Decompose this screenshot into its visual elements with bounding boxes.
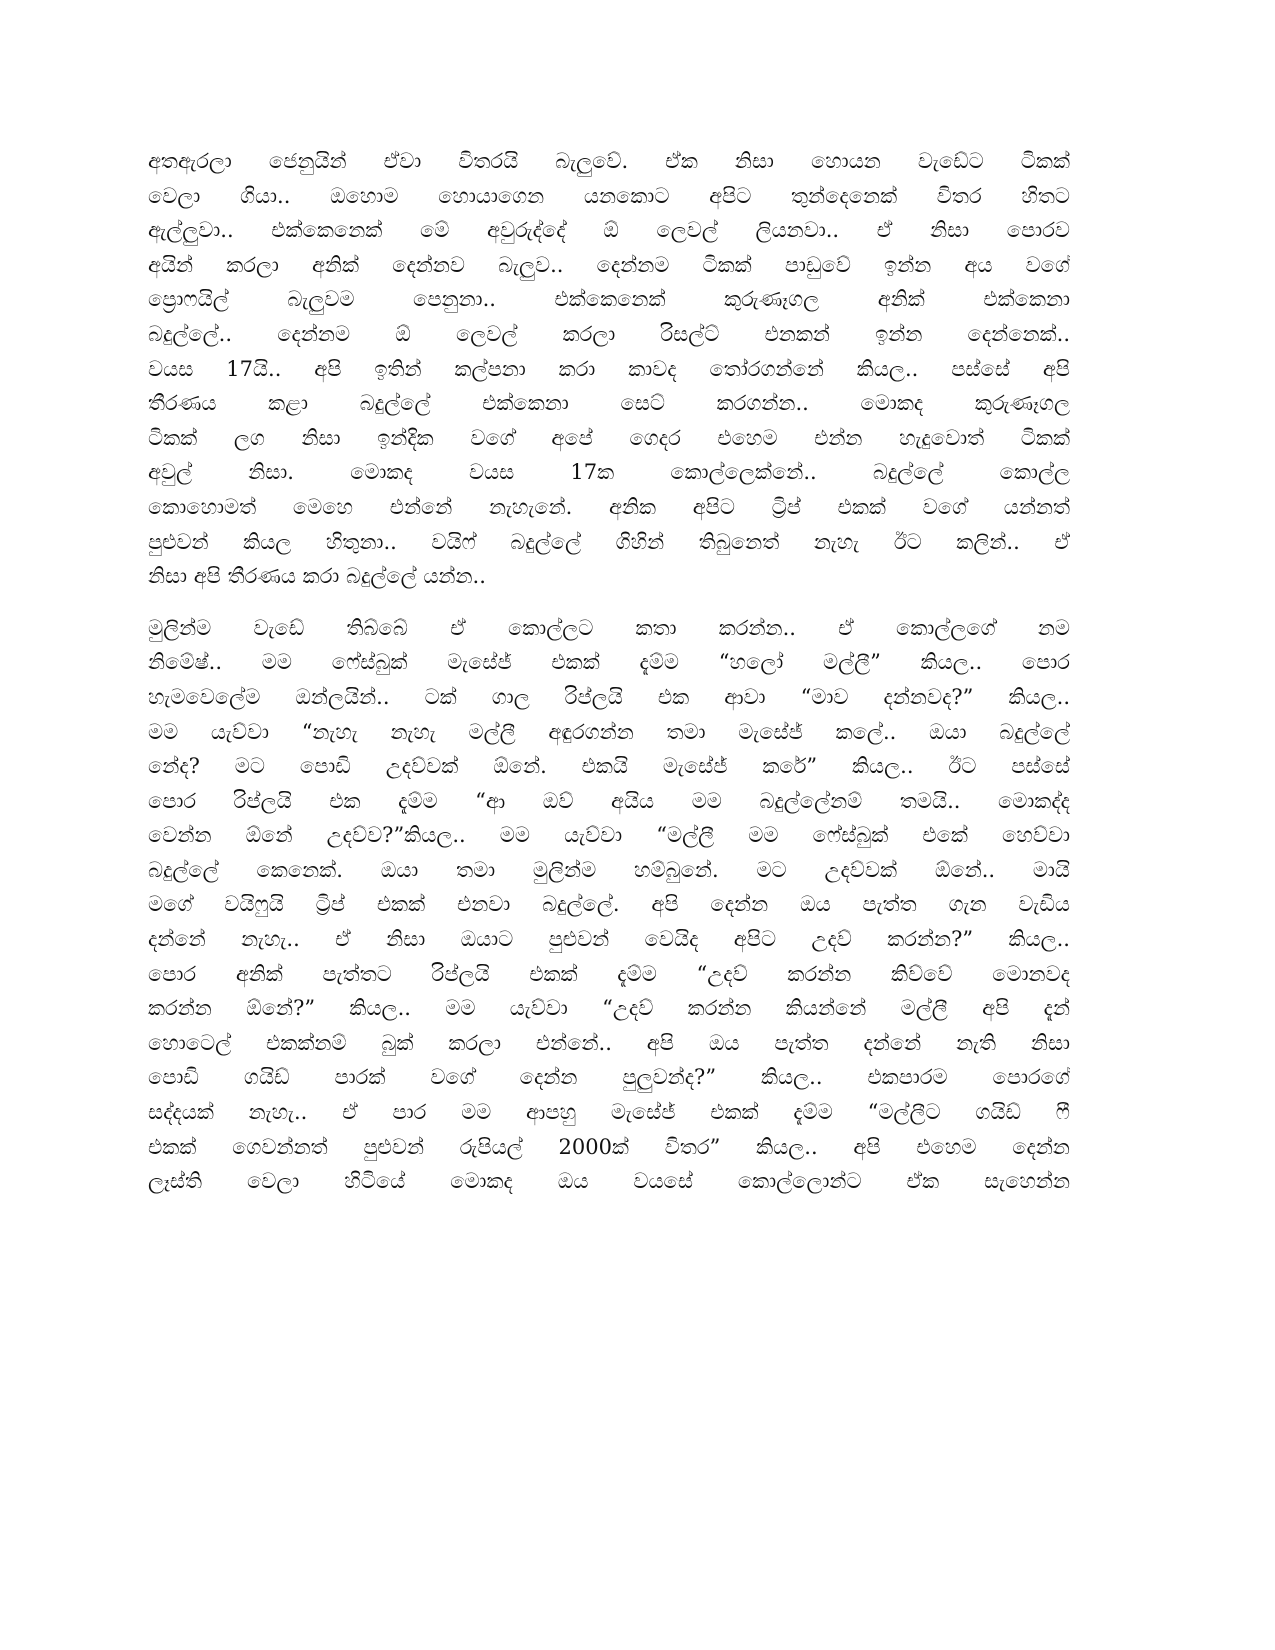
text-line: සද්දයක් නැහැ.. ඒ පාර මම ආපහු මැසේජ් එකක් දැම්ම “මල්ලීට ගයිඩ් ෆී	[148, 1100, 1070, 1125]
text-line: බදුල්ලේ.. දෙන්නම ඕ ලෙවල් කරලා රිසල්ට් එනකන් ඉන්න දෙන්නෙක්..	[148, 321, 1070, 346]
text-line: පොඩි ගයිඩ් පාරක් වගේ දෙන්න පුලුවන්ද?” කියල.. එකපාරම පොරගේ	[148, 1065, 1070, 1090]
text-line: මගේ වයිෆුයි ට්‍රිප් එකක් එනවා බදුල්ලේ. අපි දෙන්න ඔය පැත්ත ගැන වැඩිය	[148, 892, 1070, 917]
text-line: අවුල් නිසා. මොකද වයස 17ක කොල්ලෙක්නේ.. බදුල්ලේ කොල්ල	[148, 460, 1070, 485]
text-line: මම යැව්වා “නැහැ නැහැ මල්ලී අඳුරගන්න තමා මැසේජ් කලේ.. ඔයා බදුල්ලේ	[148, 719, 1070, 744]
text-line: නේද? මට පොඩි උදව්වක් ඕනේ. එකයි මැසේජ් කරේ” කියල.. ඊට පස්සේ	[148, 754, 1070, 779]
text-line: හොටෙල් එකක්නම් බුක් කරලා එන්නේ.. අපි ඔය පැත්ත දන්නේ නැති නිසා	[148, 1030, 1070, 1055]
text-line: නිසා අපි තීරණය කරා බදුල්ලේ යන්න..	[148, 564, 486, 589]
text-line: වෙන්න ඕනේ උදව්ව?”කියල.. මම යැව්වා “මල්ලී මම ෆේස්බුක් එකේ හෙව්වා	[148, 823, 1070, 848]
text-line: ටිකක් ලග නිසා ඉන්දික වගේ අපේ ගෙදර එහෙම එන්න හැදුවොත් ටිකක්	[148, 425, 1070, 450]
text-line: අයින් කරලා අනික් දෙන්නව බැලුව.. දෙන්නම ටිකක් පාඩුවේ ඉන්න අය වගේ	[148, 252, 1070, 277]
text-line: ලෑස්ති වෙලා හිටියේ මොකද ඔය වයසේ කොල්ලොන්ට ඒක සැහෙන්න	[148, 1169, 1070, 1194]
text-line: දන්නේ නැහැ.. ඒ නිසා ඔයාට පුළුවන් වෙයිද අපිට උදව් කරන්න?” කියල..	[148, 927, 1070, 952]
text-line: නිමේෂ්.. මම ෆේස්බුක් මැසේජ් එකක් දැම්ම “හලෝ මල්ලී” කියල.. පොර	[148, 650, 1070, 675]
text-line: බදුල්ලේ කෙනෙක්. ඔයා තමා මුලින්ම හම්බුනේ. මට උදව්වක් ඕනේ.. මායි	[148, 857, 1070, 882]
text-line: පොර අනික් පැත්තට රිප්ලයි එකක් දැම්ම “උදව් කරන්න කිව්වේ මොනවද	[148, 961, 1070, 986]
text-line: පොර රිප්ලයි එක දැම්ම “ආ ඔව් අයිය මම බදුල්ලේනම් තමයි.. මොකද්ද	[148, 788, 1070, 813]
text-line: හැමවෙලේම ඔන්ලයින්.. ටක් ගාල රිප්ලයි එක ආවා “මාව දන්නවද?” කියල..	[148, 684, 1070, 709]
document-page	[148, 144, 1070, 1199]
text-line: මුලින්ම වැඩේ තිබ්බේ ඒ කොල්ලට කතා කරන්න.. ඒ කොල්ලගේ නම	[148, 615, 1070, 640]
text-line: තීරණය කළා බදුල්ලේ එක්කෙනා සෙට් කරගන්න.. මොකද කුරුණෑගල	[148, 391, 1070, 416]
paragraph-2	[148, 611, 1070, 1199]
text-line: කරන්න ඕනේ?” කියල.. මම යැව්වා “උදව් කරන්න කියන්නේ මල්ලී අපි දැන්	[148, 996, 1070, 1021]
text-line: වයස 17යි.. අපි ඉතින් කල්පනා කරා කාවද තෝරගන්නේ කියල.. පස්සේ අපි	[148, 356, 1070, 381]
text-line: අතඇරලා ජෙනුයින් ඒවා විතරයි බැලුවේ. ඒක නිසා හොයන වැඩේට ටිකක්	[148, 149, 1070, 173]
text-line: එකක් ගෙවන්නත් පුළුවන් රුපියල් 2000ක් විතර” කියල.. අපි එහෙම දෙන්න	[148, 1134, 1070, 1159]
text-line: කොහොමත් මෙහෙ එන්නේ නැහැනේ. අනික අපිට ට්‍රිප් එකක් වගේ යන්නත්	[148, 494, 1070, 519]
text-line: පුළුවන් කියල හිතුනා.. වයිෆ් බදුල්ලේ ගිහින් තිබුනෙත් නැහැ ඊට කලින්.. ඒ	[148, 529, 1070, 554]
text-line: ප්‍රොෆයිල් බැලුවම පෙනුනා.. එක්කෙනෙක් කුරුණෑගල අනික් එක්කෙනා	[148, 287, 1070, 312]
text-line: ඇල්ලුවා.. එක්කෙනෙක් මේ අවුරුද්දේ ඕ ලෙවල් ලියනවා.. ඒ නිසා පොරව	[148, 218, 1070, 243]
paragraph-1	[148, 144, 1070, 594]
text-line: වෙලා ගියා.. ඔහොම හොයාගෙන යනකොට අපිට තුන්දෙනෙක් විතර හිතට	[148, 183, 1070, 208]
